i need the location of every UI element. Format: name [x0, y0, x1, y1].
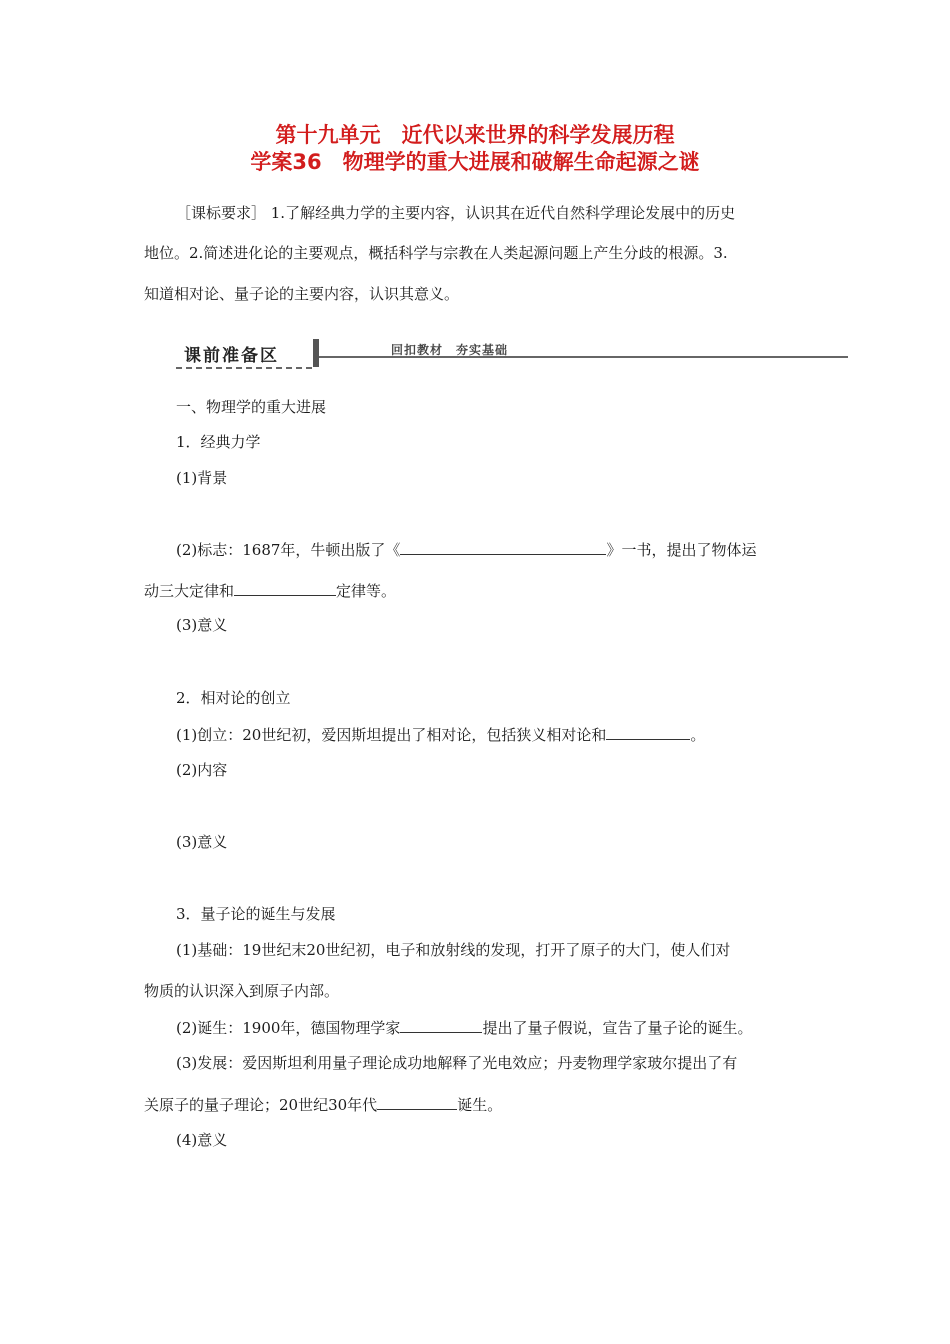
- classical-mark-suffix-2: 定律等。: [336, 582, 397, 600]
- banner-dashed-underline: [176, 367, 312, 369]
- banner-box: [176, 337, 310, 367]
- classical-background: (1)背景: [176, 469, 228, 487]
- classical-mark-suffix: 》一书，提出了物体运: [606, 541, 757, 559]
- quantum-development-suffix: 诞生。: [457, 1096, 503, 1114]
- quantum-basis-line-2: 物质的认识深入到原子内部。: [144, 982, 340, 1000]
- quantum-birth-prefix: (2)诞生：1900年，德国物理学家: [176, 1019, 401, 1037]
- requirements-line-3: 知道相对论、量子论的主要内容，认识其意义。: [144, 285, 460, 303]
- relativity-founding-line: [176, 724, 705, 745]
- quantum-development-line-1: (3)发展：爱因斯坦利用量子理论成功地解释了光电效应；丹麦物理学家玻尔提出了有: [176, 1054, 738, 1072]
- requirements-line-2: 地位。2.简述进化论的主要观点，概括科学与宗教在人类起源问题上产生分歧的根源。3.: [144, 244, 728, 262]
- banner-label: 课前准备区: [184, 346, 279, 366]
- lesson-title: 学案36 物理学的重大进展和破解生命起源之谜: [250, 150, 700, 174]
- section-banner: [176, 337, 848, 373]
- classical-mark-prefix-2: 动三大定律和: [144, 582, 235, 600]
- law-name-blank[interactable]: [234, 580, 336, 596]
- relativity-content: (2)内容: [176, 761, 228, 779]
- classical-mark-prefix: (2)标志：1687年，牛顿出版了《: [176, 541, 401, 559]
- quantum-significance: (4)意义: [176, 1131, 228, 1149]
- classical-mark-line-2: [144, 580, 396, 601]
- book-title-blank[interactable]: [400, 539, 606, 555]
- section-heading: 一、物理学的重大进展: [176, 398, 327, 416]
- relativity-significance: (3)意义: [176, 833, 228, 851]
- requirements-line-1: ［课标要求］ 1.了解经典力学的主要内容，认识其在近代自然科学理论发展中的历史: [176, 204, 736, 222]
- quantum-birth-suffix: 提出了量子假说，宣告了量子论的诞生。: [482, 1019, 753, 1037]
- classical-significance: (3)意义: [176, 616, 228, 634]
- banner-subtitle: 回扣教材 夯实基础: [391, 343, 509, 357]
- classical-mark-line: [176, 539, 756, 560]
- quantum-development-prefix: 关原子的量子理论；20世纪30年代: [144, 1096, 378, 1114]
- physicist-blank[interactable]: [400, 1017, 482, 1033]
- quantum-basis-line-1: (1)基础：19世纪末20世纪初，电子和放射线的发现，打开了原子的大门，使人们对: [176, 941, 731, 959]
- unit-title: 第十九单元 近代以来世界的科学发展历程: [275, 123, 675, 147]
- theory-blank[interactable]: [377, 1094, 457, 1110]
- classical-mechanics-heading: 1．经典力学: [176, 433, 261, 451]
- relativity-founding-prefix: (1)创立：20世纪初，爱因斯坦提出了相对论，包括狭义相对论和: [176, 726, 607, 744]
- banner-divider-bar: [313, 339, 319, 367]
- relativity-heading: 2．相对论的创立: [176, 689, 291, 707]
- quantum-development-line-2: [144, 1094, 502, 1115]
- relativity-blank[interactable]: [606, 724, 690, 740]
- relativity-founding-suffix: 。: [690, 726, 706, 744]
- quantum-heading: 3．量子论的诞生与发展: [176, 905, 336, 923]
- quantum-birth-line: [176, 1017, 752, 1038]
